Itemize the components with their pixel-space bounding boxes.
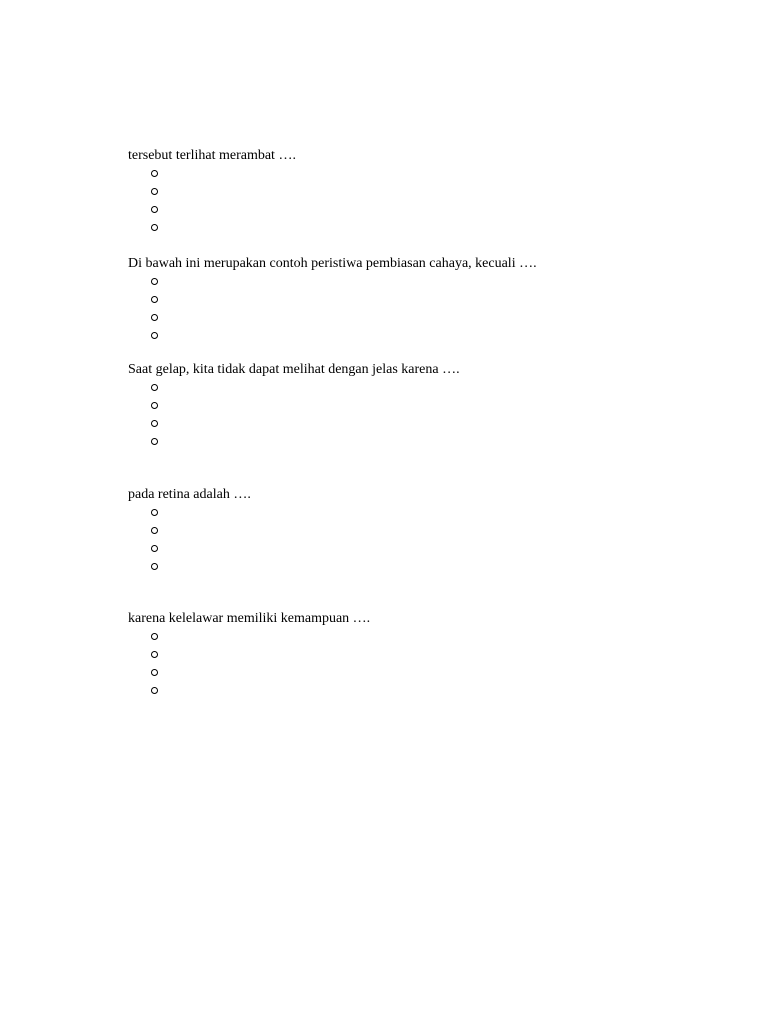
option-list: [128, 273, 728, 345]
question-4: [128, 486, 728, 576]
radio-icon[interactable]: [151, 563, 158, 570]
question-3: [128, 361, 728, 451]
radio-icon[interactable]: [151, 332, 158, 339]
option-b[interactable]: [128, 397, 728, 415]
question-text: Saat gelap, kita tidak dapat melihat dengan jelas karena ….: [128, 362, 460, 377]
radio-icon[interactable]: [151, 651, 158, 658]
radio-icon[interactable]: [151, 633, 158, 640]
option-c[interactable]: [128, 201, 728, 219]
option-d[interactable]: [128, 682, 728, 700]
radio-icon[interactable]: [151, 438, 158, 445]
option-d[interactable]: [128, 219, 728, 237]
radio-icon[interactable]: [151, 669, 158, 676]
radio-icon[interactable]: [151, 278, 158, 285]
question-text: Di bawah ini merupakan contoh peristiwa pembiasan cahaya, kecuali ….: [128, 256, 537, 271]
option-list: [128, 165, 728, 237]
question-5: [128, 610, 728, 700]
radio-icon[interactable]: [151, 402, 158, 409]
option-d[interactable]: [128, 433, 728, 451]
option-list: [128, 628, 728, 700]
question-text: pada retina adalah ….: [128, 487, 251, 502]
option-c[interactable]: [128, 309, 728, 327]
radio-icon[interactable]: [151, 509, 158, 516]
option-list: [128, 504, 728, 576]
option-list: [128, 379, 728, 451]
radio-icon[interactable]: [151, 384, 158, 391]
radio-icon[interactable]: [151, 170, 158, 177]
option-c[interactable]: [128, 415, 728, 433]
question-2: [128, 255, 728, 345]
radio-icon[interactable]: [151, 527, 158, 534]
radio-icon[interactable]: [151, 188, 158, 195]
radio-icon[interactable]: [151, 224, 158, 231]
option-b[interactable]: [128, 183, 728, 201]
option-a[interactable]: [128, 628, 728, 646]
option-b[interactable]: [128, 522, 728, 540]
option-b[interactable]: [128, 646, 728, 664]
option-a[interactable]: [128, 165, 728, 183]
option-a[interactable]: [128, 504, 728, 522]
radio-icon[interactable]: [151, 420, 158, 427]
option-a[interactable]: [128, 273, 728, 291]
option-a[interactable]: [128, 379, 728, 397]
radio-icon[interactable]: [151, 206, 158, 213]
radio-icon[interactable]: [151, 314, 158, 321]
option-c[interactable]: [128, 664, 728, 682]
radio-icon[interactable]: [151, 545, 158, 552]
question-1: [128, 147, 728, 237]
radio-icon[interactable]: [151, 296, 158, 303]
question-text: tersebut terlihat merambat ….: [128, 148, 296, 163]
question-text: karena kelelawar memiliki kemampuan ….: [128, 611, 371, 626]
option-d[interactable]: [128, 558, 728, 576]
option-b[interactable]: [128, 291, 728, 309]
option-c[interactable]: [128, 540, 728, 558]
radio-icon[interactable]: [151, 687, 158, 694]
option-d[interactable]: [128, 327, 728, 345]
